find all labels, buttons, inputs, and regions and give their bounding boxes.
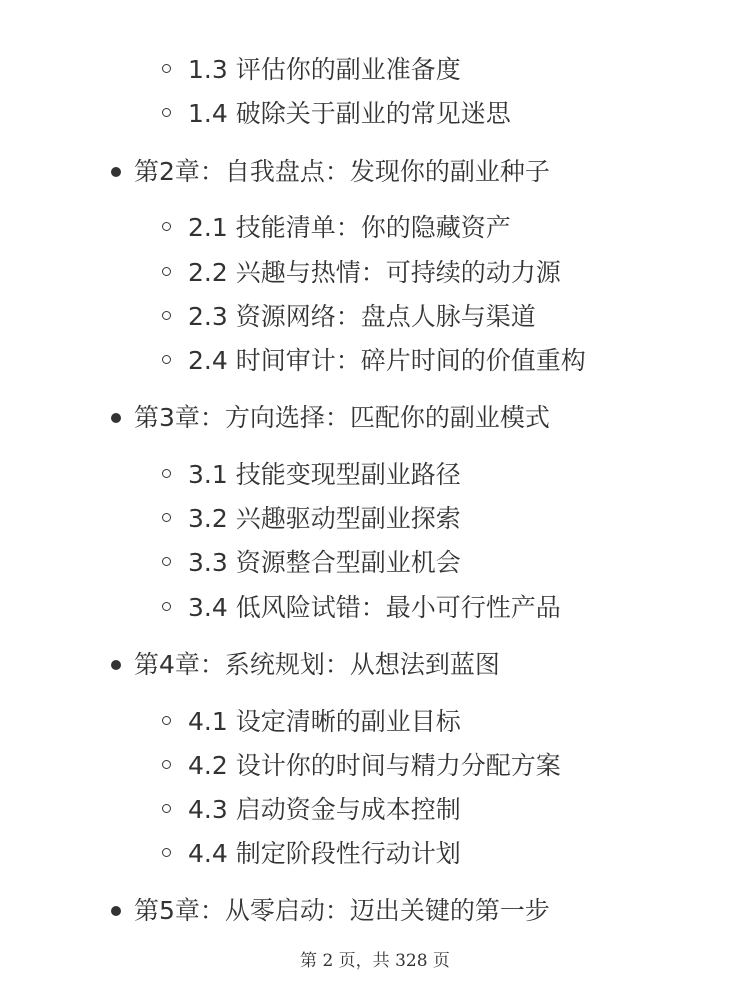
toc-item-label: 第3章：方向选择：匹配你的副业模式: [134, 403, 550, 432]
hollow-bullet-icon: [162, 557, 171, 566]
toc-section-1-4: [0, 94, 750, 134]
hollow-bullet-icon: [162, 716, 171, 725]
hollow-bullet-icon: [162, 222, 171, 231]
toc-section-2-3: [0, 297, 750, 337]
filled-bullet-icon: [111, 413, 121, 423]
toc-section-3-3: [0, 543, 750, 583]
hollow-bullet-icon: [162, 267, 171, 276]
toc-item-label: 第2章：自我盘点：发现你的副业种子: [134, 157, 550, 186]
hollow-bullet-icon: [162, 804, 171, 813]
hollow-bullet-icon: [162, 760, 171, 769]
page-footer: 第 2 页，共 328 页: [300, 951, 450, 971]
toc-section-4-1: [0, 702, 750, 742]
hollow-bullet-icon: [162, 848, 171, 857]
toc-chapter-2: [0, 152, 750, 192]
toc-section-3-1: [0, 455, 750, 495]
toc-chapter-4: [0, 645, 750, 685]
toc-chapter-3: [0, 398, 750, 438]
filled-bullet-icon: [111, 167, 121, 177]
toc-item-label: 4.4 制定阶段性行动计划: [188, 839, 461, 868]
toc-item-label: 3.1 技能变现型副业路径: [188, 460, 461, 489]
toc-item-label: 3.4 低风险试错：最小可行性产品: [188, 593, 561, 622]
toc-section-2-1: [0, 208, 750, 248]
toc-item-label: 3.3 资源整合型副业机会: [188, 548, 461, 577]
toc-section-3-2: [0, 499, 750, 539]
toc-item-label: 1.4 破除关于副业的常见迷思: [188, 99, 511, 128]
toc-item-label: 3.2 兴趣驱动型副业探索: [188, 504, 461, 533]
toc-item-label: 第5章：从零启动：迈出关键的第一步: [134, 896, 550, 925]
hollow-bullet-icon: [162, 513, 171, 522]
toc-item-label: 4.2 设计你的时间与精力分配方案: [188, 751, 561, 780]
toc-item-label: 2.3 资源网络：盘点人脉与渠道: [188, 302, 536, 331]
toc-chapter-5: [0, 891, 750, 931]
toc-item-label: 第4章：系统规划：从想法到蓝图: [134, 650, 500, 679]
toc-section-2-4: [0, 341, 750, 381]
toc-item-label: 2.2 兴趣与热情：可持续的动力源: [188, 258, 561, 287]
toc-section-1-3: [0, 50, 750, 90]
hollow-bullet-icon: [162, 64, 171, 73]
hollow-bullet-icon: [162, 602, 171, 611]
toc-item-label: 2.4 时间审计：碎片时间的价值重构: [188, 346, 586, 375]
toc-section-4-2: [0, 746, 750, 786]
toc-section-2-2: [0, 253, 750, 293]
filled-bullet-icon: [111, 660, 121, 670]
toc-item-label: 2.1 技能清单：你的隐藏资产: [188, 213, 511, 242]
toc-section-4-3: [0, 790, 750, 830]
filled-bullet-icon: [111, 906, 121, 916]
hollow-bullet-icon: [162, 108, 171, 117]
toc-section-4-4: [0, 834, 750, 874]
toc-item-label: 1.3 评估你的副业准备度: [188, 55, 461, 84]
toc-section-3-4: [0, 588, 750, 628]
toc-item-label: 4.1 设定清晰的副业目标: [188, 707, 461, 736]
toc-item-label: 4.3 启动资金与成本控制: [188, 795, 461, 824]
hollow-bullet-icon: [162, 311, 171, 320]
hollow-bullet-icon: [162, 469, 171, 478]
hollow-bullet-icon: [162, 355, 171, 364]
